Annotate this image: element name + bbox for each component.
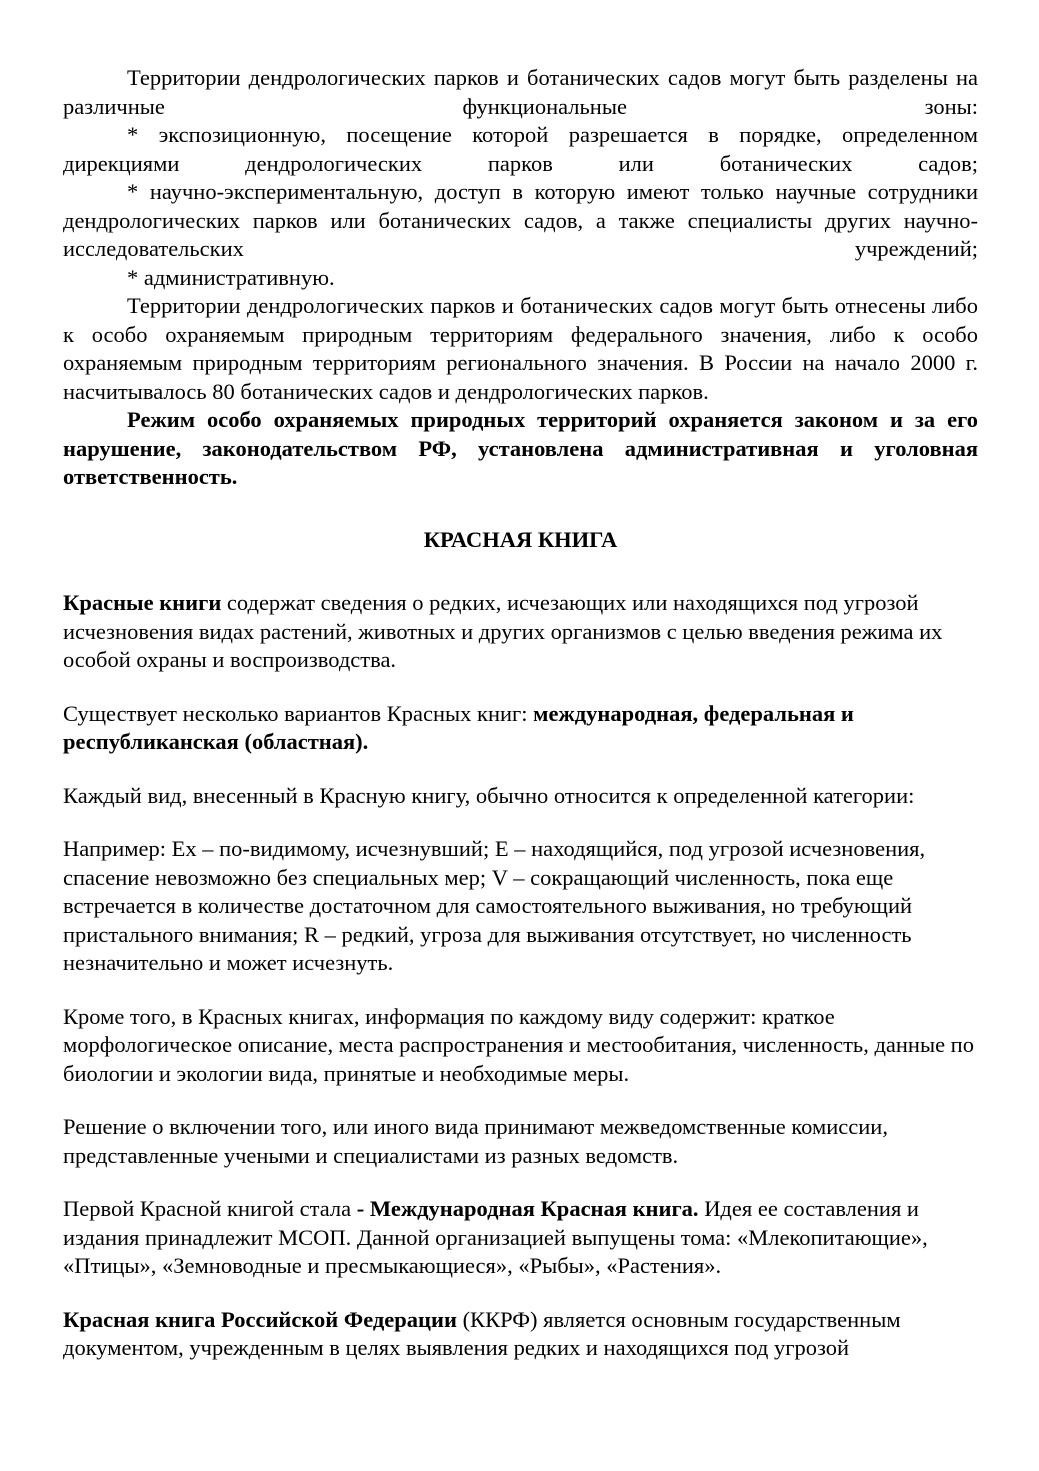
document-body bbox=[63, 64, 978, 1363]
paragraph-category: Каждый вид, внесенный в Красную книгу, обычно относится к определенной категории: bbox=[63, 782, 915, 808]
first-book-post: Идея ее составления и издания принадлежит МСОП. Данной организацией выпущены тома: «Млекопитающие», «Птицы», «Земноводные и пресмыкающиеся», «Рыбы», «Растения». bbox=[63, 1196, 928, 1278]
list-item-admin-zone: * административную. bbox=[127, 264, 335, 290]
paragraph-first-book bbox=[63, 1195, 978, 1281]
paragraph-status: Территории дендрологических парков и ботанических садов могут быть отнесены либо к особо охраняемым природным территориям федерального значения, либо к особо охраняемым природным территориям регионального значения. В России на начало 2000 г. насчитывалось 80 ботанических садов и дендрологических парков. bbox=[63, 293, 978, 404]
first-book-pre: Первой Красной книгой стала bbox=[63, 1196, 357, 1221]
paragraph-example-categories: Например: Ex – по-видимому, исчезнувший; E – находящийся, под угрозой исчезновения, спасение невозможно без специальных мер; V – сокращающий численность, пока еще встречается в количестве достаточном для самостоятельного выживания, но требующий пристального внимания; R – редкий, угроза для выживания отсутствует, но численность незначительно и может исчезнуть. bbox=[63, 836, 926, 975]
section-heading: КРАСНАЯ КНИГА bbox=[423, 526, 618, 552]
list-item-exposition-zone: * экспозиционную, посещение которой разрешается в порядке, определенном дирекциями дендрологических парков или ботанических садов; bbox=[63, 122, 978, 176]
paragraph-regime-bold: Режим особо охраняемых природных территорий охраняется законом и за его нарушение, законодательством РФ, установлена административная и уголовная ответственность. bbox=[63, 407, 978, 489]
paragraph-info: Кроме того, в Красных книгах, информация по каждому виду содержит: краткое морфологическое описание, места распространения и местообитания, численность, данные по биологии и экологии вида, принятые и необходимые меры. bbox=[63, 1003, 974, 1086]
rf-book-text: (ККРФ) является основным государственным документом, учрежденным в целях выявления редких и находящихся под угрозой bbox=[63, 1306, 901, 1360]
variants-text: Существует несколько вариантов Красных книг: bbox=[63, 700, 534, 726]
paragraph-decision: Решение о включении того, или иного вида принимают межведомственные комиссии, представленные учеными и специалистами из разных ведомств. bbox=[63, 1114, 888, 1168]
variants-bold: международная, федеральная и республиканская (областная). bbox=[63, 700, 854, 754]
paragraph-variants bbox=[63, 700, 978, 757]
paragraph-zones-intro: Территории дендрологических парков и ботанических садов могут быть разделены на различные функциональные зоны: bbox=[63, 65, 978, 119]
paragraph-rf-book bbox=[63, 1306, 978, 1363]
paragraph-red-books bbox=[63, 589, 978, 675]
red-books-text: содержат сведения о редких, исчезающих или находящихся под угрозой исчезновения видах растений, животных и других организмов с целью введения режима их особой охраны и воспроизводства. bbox=[63, 590, 943, 672]
list-item-research-zone: * научно-экспериментальную, доступ в которую имеют только научные сотрудники дендрологических парков или ботанических садов, а также специалисты других научно-исследовательских учреждений; bbox=[63, 179, 978, 261]
term-red-books: Красные книги bbox=[63, 590, 222, 615]
rf-book-bold: Красная книга Российской Федерации bbox=[63, 1306, 457, 1332]
first-book-bold: - Международная Красная книга. bbox=[356, 1196, 699, 1221]
